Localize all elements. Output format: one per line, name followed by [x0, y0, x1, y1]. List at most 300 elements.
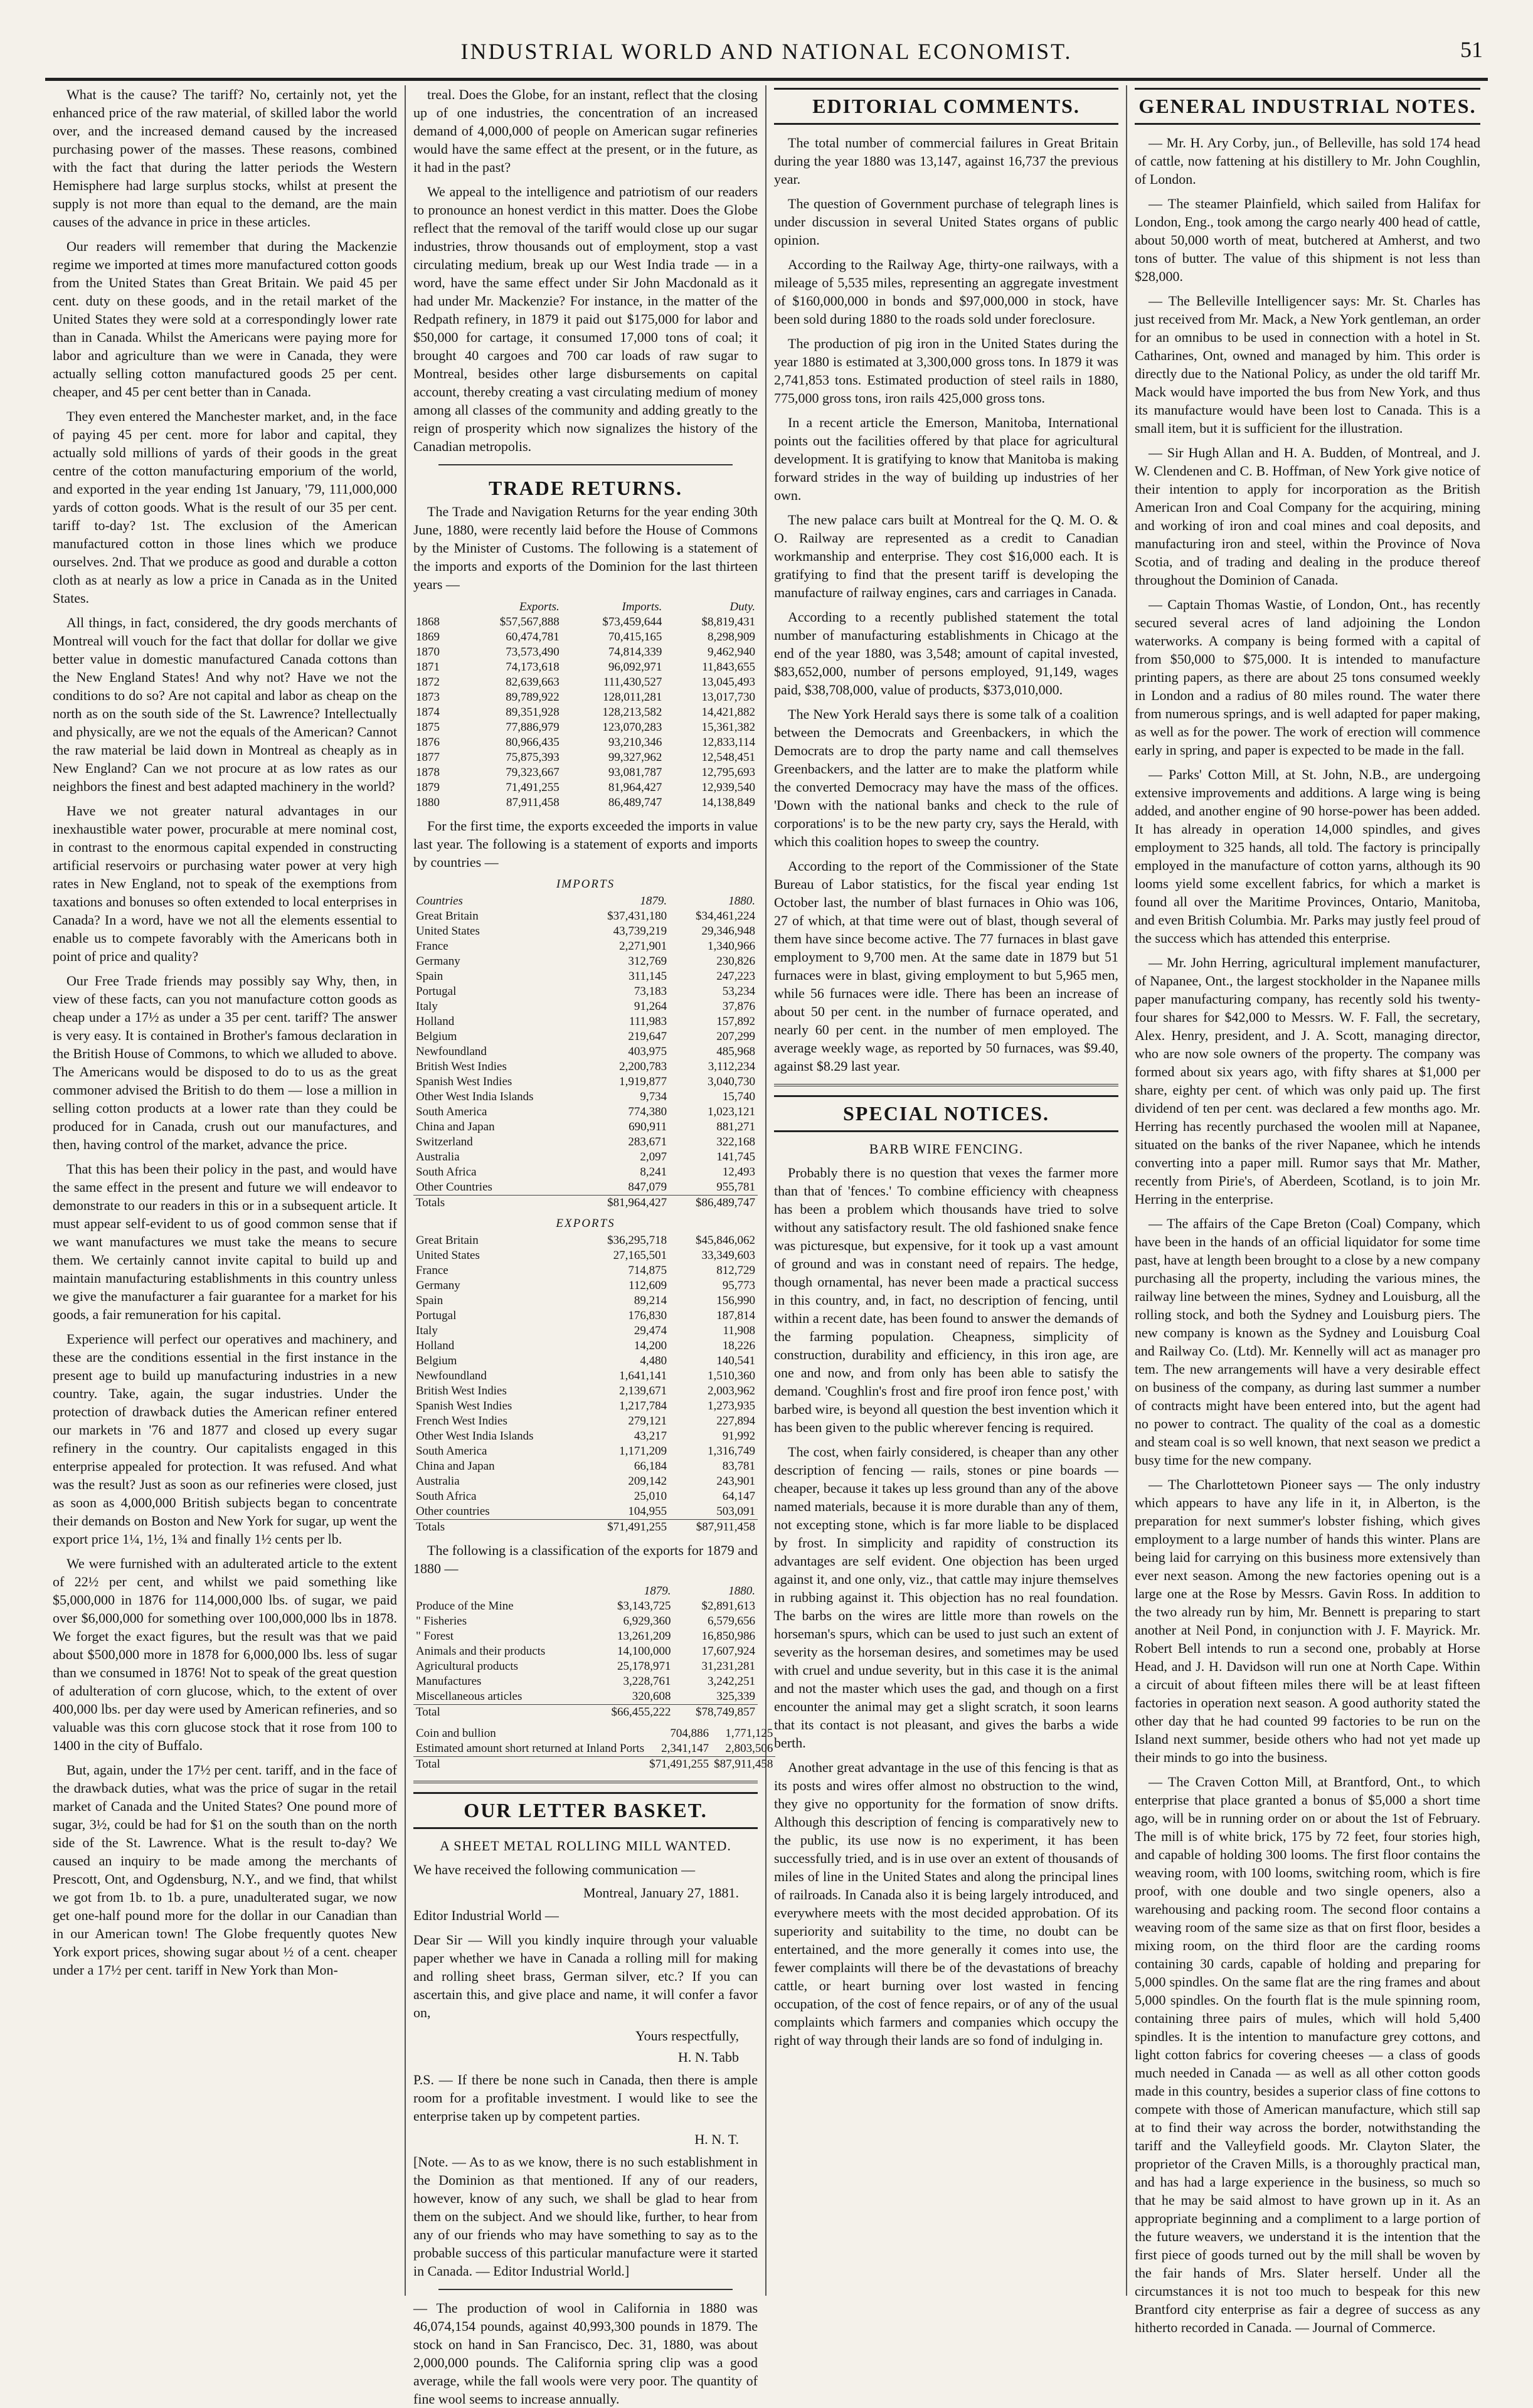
table-cell: 2,097 — [640, 1150, 667, 1164]
table-cell: $8,819,431 — [701, 615, 755, 629]
table-cell: China and Japan — [416, 1120, 495, 1133]
table-cell: 1,316,749 — [708, 1445, 755, 1458]
table-cell: 187,814 — [716, 1309, 755, 1322]
paragraph: In a recent article the Emerson, Manitoba, International points out the facilities offered by that place for agricultural development. It is gratifying to know that Manitoba is making forward strides in the way of building up industries of her own. — [774, 415, 1118, 503]
table-row — [413, 705, 758, 720]
table-cell: 66,184 — [634, 1460, 667, 1473]
imports-caption: IMPORTS — [556, 878, 615, 891]
table-cell: Italy — [416, 1000, 438, 1013]
table-row — [413, 1180, 758, 1196]
exports-table — [413, 1233, 758, 1535]
paragraph: Probably there is no question that vexes the farmer more than that of 'fences.' To combine efficiency with cheapness has been a problem which thousands have tried to solve without any satisfactory result. The old fashioned snake fence was picturesque, but expensive, for it took up a vast amount of ground and was in constant need of repairs. The hedge, though ornamental, has never been made a practical success in this country, and, in fact, no description of fencing, until within a recent date, has been found to answer the demands of the farming population. Cheapness, simplicity of construction, durability and efficiency, in this iron age, are one and now, and from only has been able to satisfy the demand. 'Coughlin's frost and fire proof iron fence post,' with barbed wire, is beyond all question the best invention which it has been given to the public wherever fencing is required. — [774, 1165, 1118, 1435]
table-row — [413, 1059, 758, 1074]
letter-salutation: Editor Industrial World — — [413, 1907, 559, 1923]
table-cell: 714,875 — [628, 1264, 667, 1277]
table-cell: Holland — [416, 1339, 455, 1352]
paragraph: — Sir Hugh Allan and H. A. Budden, of Montreal, and J. W. Clendenen and C. B. Hoffman, of New York give notice of their intention to apply for incorporation as the British American Iron and Coal Company for the acquiring, mining and working of iron and coal mines and coal deposits, and manufacturing iron and steel, within the Province of Nova Scotia, and of trading and dealing in the produce thereof throughout the Dominion of Canada. — [1135, 445, 1480, 588]
table-cell: 77,886,979 — [506, 721, 560, 734]
table-cell: 1868 — [416, 615, 440, 629]
table-row — [413, 999, 758, 1014]
paragraph: That this has been their policy in the past, and would have the same effect in the present and future we will endeavor to demonstrate to our readers in this or in a subsequent article. It must appear self-evident to us of good common sense that if we want manufactures we must take the means to secure them. We certainly cannot invite capital to build up and maintain manufacturing establishments in this country unless we give the manufacturer a fair guarantee for a market for his goods, a fair remuneration for his capital. — [53, 1161, 397, 1322]
table-cell: France — [416, 1264, 448, 1277]
table-cell: Holland — [416, 1015, 455, 1028]
table-row — [413, 1044, 758, 1059]
table-row — [413, 645, 758, 660]
table-cell: 12,939,540 — [701, 781, 755, 794]
paragraph: Experience will perfect our operatives and machinery, and these are the conditions essential in the first instance in the present age to build up manufacturing industries in a new country. Take, again, the sugar industries. Under the protection of drawback duties the American refiner entered our markets in '76 and 1877 and closed up every sugar refinery in the country. Our capitalists engaged in this enterprise appealed for protection. It was refused. And what was the result? Just as soon as our refineries were closed, just as soon as 4,000,000 British subjects began to concentrate their demands on Boston and New York for sugar, up went the export price 1¼, 1½, 1¾ and finally 1½ cents per lb. — [53, 1331, 397, 1547]
table-row — [413, 924, 758, 939]
table-row — [413, 615, 758, 630]
table-cell: Manufactures — [416, 1675, 482, 1688]
table-cell: 219,647 — [628, 1030, 667, 1043]
table-cell: 207,299 — [716, 1030, 755, 1043]
letter-closing: Yours respectfully, — [635, 2028, 739, 2044]
table-row — [413, 1614, 758, 1629]
table-cell: 12,833,114 — [702, 736, 755, 749]
table-cell: Newfoundland — [416, 1045, 487, 1058]
table-cell: 12,493 — [722, 1165, 755, 1179]
paragraph: The total number of commercial failures in Great Britain during the year 1880 was 13,147, against 16,737 the previous year. — [774, 135, 1118, 187]
table-cell: 80,966,435 — [506, 736, 560, 749]
table-cell: 1870 — [416, 645, 440, 659]
table-cell: Totals — [413, 1196, 581, 1211]
table-cell: 209,142 — [628, 1475, 667, 1488]
table-cell: France — [416, 940, 448, 953]
column-1 — [45, 85, 406, 2296]
trade-returns-intro: The Trade and Navigation Returns for the year ending 30th June, 1880, were recently laid before the House of Commons by the Minister of Customs. The following is a statement of the imports and exports of the Dominion for the last thirteen years — — [413, 504, 758, 592]
classification-table — [413, 1584, 758, 1720]
letter-signature: H. N. Tabb — [677, 2049, 739, 2065]
paragraph: treal. Does the Globe, for an instant, reflect that the closing up of one industries, the concentration of an increased demand of 4,000,000 of people on American sugar refineries would have the same effect at the present, or in the future, as it had in the past? — [413, 87, 758, 175]
table-cell: Other West India Islands — [416, 1090, 534, 1103]
table-row — [413, 1308, 758, 1323]
table-row — [413, 1414, 758, 1429]
column-header: Countries — [416, 894, 463, 908]
table-cell: $87,911,458 — [711, 1757, 775, 1773]
table-cell: 243,901 — [716, 1475, 755, 1488]
table-cell: Estimated amount short returned at Inland Ports — [416, 1742, 645, 1755]
table-cell: French West Indies — [416, 1414, 507, 1428]
table-total-row — [413, 1520, 758, 1535]
table-row — [413, 1659, 758, 1674]
table-cell: 18,226 — [722, 1339, 755, 1352]
table-cell: 227,894 — [716, 1414, 755, 1428]
paragraph: What is the cause? The tariff? No, certainly not, yet the enhanced price of the raw material, of skilled labor the world over, and the increased demand caused by the increased purchasing power of the masses. These reasons, combined with the fact that during the latter periods the Western Hemisphere had large surplus stocks, whilst at present the supply is not more than equal to the demand, are the main causes of the advance in price in these articles. — [53, 87, 397, 230]
table-cell: Germany — [416, 1279, 460, 1292]
table-cell: 73,183 — [634, 985, 667, 998]
editorial-comments-heading: EDITORIAL COMMENTS. — [774, 88, 1118, 125]
table-cell: 11,908 — [723, 1324, 755, 1337]
table-cell: 1877 — [416, 751, 440, 764]
divider — [774, 1084, 1118, 1086]
table-cell: 128,011,281 — [603, 691, 662, 704]
table-cell: 1,340,966 — [708, 940, 755, 953]
paragraph: But, again, under the 17½ per cent. tariff, and in the face of the drawback duties, what was the price of sugar in the retail market of Canada and the United States? One pound more of sugar, 3½, could be had for $1 on the south than on the north side of the St. Lawrence. What is the result to-day? We caused an inquiry to be made among the merchants of Prescott, Ont, and Ogdensburg, N.Y., and we find, that whilst we got from 1b. to 1b. a pure, unadulterated sugar, we now get one-half pound more for the dollar in our Canadian than in our American town! The Globe frequently quotes New York export prices, showing sugar about ½ of a cent. cheaper under a 17½ per cent. tariff in New York than Mon- — [53, 1762, 397, 1978]
table-cell: Great Britain — [416, 910, 479, 923]
table-cell: Other West India Islands — [416, 1429, 534, 1443]
table-cell: Australia — [416, 1150, 460, 1164]
table-row — [413, 1504, 758, 1520]
table-cell: Total — [413, 1757, 647, 1773]
table-row — [413, 1323, 758, 1339]
table-row — [413, 1029, 758, 1044]
table-total-row — [413, 1196, 758, 1211]
paragraph: — Parks' Cotton Mill, at St. John, N.B., are undergoing extensive improvements and additions. A large wing is being added, and another engine of 90 horse-power has been added. It has already in operation 14,000 spindles, and gives employment to 325 hands, all told. The factory is principally employed in the manufacture of cotton yarns, although its 90 looms yield some excellent fabrics, for which a market is found all over the Maritime Provinces, Ontario, Manitoba, and even British Columbia. Mr. Parks may justly feel proud of the success which has attended this enterprise. — [1135, 766, 1480, 946]
table-row — [413, 1429, 758, 1444]
table-cell: 141,745 — [716, 1150, 755, 1164]
table-row — [413, 1474, 758, 1489]
table-cell: 73,573,490 — [506, 645, 560, 659]
table-cell: 82,639,663 — [506, 676, 560, 689]
table-cell: 955,781 — [716, 1180, 755, 1194]
table-cell: 15,361,382 — [701, 721, 755, 734]
table-row — [413, 1354, 758, 1369]
table-cell: 325,339 — [716, 1690, 755, 1703]
industrial-notes-body — [1135, 134, 1480, 2336]
table-row — [413, 1741, 775, 1757]
divider — [438, 464, 733, 465]
table-cell: 1871 — [416, 660, 440, 674]
table-row — [413, 1120, 758, 1135]
table-cell: 247,223 — [716, 970, 755, 983]
paragraph: We appeal to the intelligence and patriotism of our readers to pronounce an honest verdict in this matter. Does the Globe reflect that the removal of the tariff would close up our sugar industries, throw thousands out of employment, stop a vast circulating medium, break up our West India trade — in a word, have the same effect under Sir John Macdonald as it had under Mr. Mackenzie? For instance, in the matter of the Redpath refinery, in 1879 it paid out $175,000 for labor and $50,000 for cartage, it consumed 17,000 tons of coal; it brought 40 cargoes and 700 car loads of raw sugar to Montreal, besides other large disbursements on capital account, thereby creating a vast circulating medium of money among all classes of the community and adding greatly to the reign of prosperity which now signalizes the history of the Canadian metropolis. — [413, 184, 758, 454]
classification-note: The following is a classification of the exports for 1879 and 1880 — — [413, 1542, 758, 1576]
table-cell: $2,891,613 — [701, 1599, 755, 1613]
table-header-row — [413, 1584, 758, 1599]
table-cell: South America — [416, 1445, 487, 1458]
table-row — [413, 720, 758, 735]
table-cell: 1876 — [416, 736, 440, 749]
table-cell: 91,264 — [634, 1000, 667, 1013]
table-cell: South Africa — [416, 1490, 477, 1503]
table-cell: 6,579,656 — [708, 1615, 755, 1628]
table-cell: Spanish West Indies — [416, 1399, 512, 1413]
table-cell: 13,017,730 — [701, 691, 755, 704]
table-cell: 81,964,427 — [608, 781, 662, 794]
table-cell: 312,769 — [628, 955, 667, 968]
table-cell: 111,430,527 — [603, 676, 662, 689]
table-cell: 1872 — [416, 676, 440, 689]
table-cell: 25,178,971 — [617, 1660, 671, 1673]
table-cell: Other Countries — [416, 1180, 492, 1194]
paragraph: The production of pig iron in the United States during the year 1880 is estimated at 3,300,000 gross tons. In 1879 it was 2,741,853 tons. Estimated production of steel rails in 1880, 775,000 gross tons, iron rails 425,000 gross tons. — [774, 336, 1118, 406]
table-cell: 31,231,281 — [701, 1660, 755, 1673]
table-cell: 71,491,255 — [506, 781, 560, 794]
table-row — [413, 660, 758, 675]
table-cell: 75,875,393 — [506, 751, 560, 764]
table-cell: 2,803,506 — [725, 1742, 773, 1755]
table-cell: 140,541 — [716, 1354, 755, 1367]
table-cell: Portugal — [416, 1309, 457, 1322]
paragraph: The new palace cars built at Montreal for the Q. M. O. & O. Railway are represented as a credit to Canadian workmanship and enterprise. They cost $16,000 each. It is gratifying to find that the present tariff is developing the manufacture of railway engines, cars and carriages in Canada. — [774, 512, 1118, 600]
table-cell: 2,341,147 — [661, 1742, 709, 1755]
paragraph: They even entered the Manchester market, and, in the face of paying 45 per cent. more for labor and capital, they actually sold millions of yards of their goods in the great centre of the cotton manufacturing emporium of the world, and exported in the year ending 1st January, '79, 111,000,000 yards of cotton goods. What is the result of our 35 per cent. tariff to-day? 1st. The exclusion of the American manufactured cotton in those lines which we produce ourselves. 2nd. That we produce as good and durable a cotton cloth as at nearly as low a price in Canada as in the United States. — [53, 408, 397, 606]
table-cell: 2,200,783 — [619, 1060, 667, 1073]
table-row — [413, 1165, 758, 1180]
table-cell: United States — [416, 1249, 480, 1262]
table-cell: 9,462,940 — [708, 645, 755, 659]
table-cell: 60,474,781 — [506, 630, 560, 644]
table-cell: 1,217,784 — [619, 1399, 667, 1413]
table-cell: 4,480 — [640, 1354, 667, 1367]
running-header — [45, 25, 1488, 81]
table-cell: 17,607,924 — [701, 1645, 755, 1658]
paragraph: Our Free Trade friends may possibly say Why, then, in view of these facts, can you not manufacture cotton goods as cheap under a 17½ as under a 35 per cent. tariff? The answer is very easy. It is contained in Brother's famous declaration in the British House of Commons, to which we alluded to above. The Americans would be disposed to do to us as the great commoner advised the British to do them — lose a million in selling cotton products at a lower rate than they could be produced for in Canada, crush out our manufactures, and then, having control of the market, advance the price. — [53, 973, 397, 1152]
table-cell: $36,295,718 — [607, 1234, 667, 1247]
table-cell: 12,795,693 — [701, 766, 755, 779]
table-row — [413, 1384, 758, 1399]
table-cell: United States — [416, 925, 480, 938]
table-cell: 847,079 — [628, 1180, 667, 1194]
table-cell: South Africa — [416, 1165, 477, 1179]
table-cell: 1,273,935 — [708, 1399, 755, 1413]
column-header: Imports. — [622, 600, 662, 613]
trade-returns-note: For the first time, the exports exceeded the imports in value last year. The following is a statement of exports and imports by countries — — [413, 818, 758, 870]
table-cell: 311,145 — [629, 970, 667, 983]
table-row — [413, 1074, 758, 1090]
letter-initials: H. N. T. — [694, 2131, 739, 2147]
table-row — [413, 1090, 758, 1105]
table-cell: 96,092,971 — [608, 660, 662, 674]
table-cell: 14,138,849 — [701, 796, 755, 809]
table-cell: 99,327,962 — [608, 751, 662, 764]
table-cell: $71,491,255 — [581, 1520, 669, 1535]
paragraph: We were furnished with an adulterated article to the extent of 22½ per cent, and whilst we paid something like $5,000,000 in 1876 for 114,000,000 lbs. of sugar, we paid over $6,000,000 for something over 100,000,000 lbs in 1878. We forget the exact figures, but the result was that we paid about $500,000 more in 1878 for 6,000,000 lbs. less of sugar than we consumed in 1876! Not to speak of the great question of adulteration of corn glucose, which, to the extent of over 400,000 lbs. per day were used by American refineries, and so valuable was this corn glucose stock that it rose from 100 to 1400 in the city of Buffalo. — [53, 1556, 397, 1753]
table-row — [413, 1726, 775, 1741]
table-row — [413, 690, 758, 705]
paragraph: Another great advantage in the use of this fencing is that as its posts and wires offer almost no obstruction to the wind, they give no opportunity for the formation of snow drifts. Although this description of fencing is comparatively new to the public, its use now is no experiment, it has been successfully tried, and is in use over an extent of thousands of miles of line in the United States and along the principal lines of railroads. In Canada also it is being largely introduced, and everywhere meets with the most decided approbation. Of its superiority and suitability to the time, no doubt can be entertained, and the more generally it comes into use, the fewer complaints will there be of the devastations of breachy cattle, or heart burning over lost wasted in fencing occupation, of the cost of fence repairs, or of any of the usual complaints which farmers and companies which occupy the right of way through their lands are so fond of indulging in. — [774, 1759, 1118, 2048]
table-row — [413, 1444, 758, 1459]
table-cell: 29,474 — [634, 1324, 667, 1337]
table-cell: South America — [416, 1105, 487, 1118]
table-cell: $66,455,222 — [589, 1705, 674, 1721]
paragraph: — Captain Thomas Wastie, of London, Ont., has recently secured several acres of land adjoining the London waterworks. A company is being formed with a capital of from $50,000 to $75,000. It is intended to manufacture printing papers, as there are about 25 tons consumed weekly in London and a radius of 80 miles round. The water there from numerous springs, and is well adapted for paper making, as well as for the power. The work of erection will commence early in spring, and paper is expected to be made in the fall. — [1135, 597, 1480, 758]
column-1-body — [53, 85, 397, 1979]
table-row — [413, 675, 758, 690]
table-cell: 1878 — [416, 766, 440, 779]
table-cell: 33,349,603 — [701, 1249, 755, 1262]
table-cell: Miscellaneous articles — [416, 1690, 522, 1703]
paragraph: According to a recently published statement the total number of manufacturing establishments in Chicago at the end of the year 1880, was 3,548; amount of capital invested, $83,652,000, number of persons employed, 91,149, wages paid, $38,708,000, value of products, $373,010,000. — [774, 609, 1118, 697]
divider — [438, 2289, 733, 2290]
table-row — [413, 984, 758, 999]
column-2 — [406, 85, 773, 2407]
exports-caption: EXPORTS — [556, 1217, 615, 1230]
page-number: 51 — [1460, 37, 1483, 62]
table-cell: 29,346,948 — [701, 925, 755, 938]
table-row — [413, 1599, 758, 1614]
table-cell: Other countries — [416, 1505, 490, 1518]
column-header — [413, 600, 459, 615]
paragraph: — The Charlottetown Pioneer says — The only industry which appears to have any life in it, in Alberton, is the preparation for next summer's lobster fishing, which gives employment to a large number of hands this winter. Plans are being laid for carrying on this business more extensively than ever next season. Among the new factories opening out is a large one at the Rose by Messrs. Gavin Ross. In addition to the two already run by him, Mr. Bennett is preparing to start another at Neil Pond, in conjunction with J. F. Mayrick. Mr. Robert Bell intends to run a second one, probably at Horse Head, and J. H. Davidson will run one at North Cape. Within a circuit of about fifteen miles there will be at least fifteen factories in operation next season. A good authority stated the other day that he had counted 99 factories to be run on the Island next summer, beside others who had not yet made up their minds to go into the business. — [1135, 1477, 1480, 1765]
table-cell: 8,241 — [640, 1165, 667, 1179]
table-row — [413, 1105, 758, 1120]
letter-basket-heading: OUR LETTER BASKET. — [413, 1792, 758, 1829]
table-cell: Belgium — [416, 1354, 457, 1367]
paragraph: All things, in fact, considered, the dry goods merchants of Montreal will vouch for the fact that dollar for dollar we give better value in domestic manufactured Canada cottons than the New England States! And why not? Have we not the conditions to do so? Are not capital and labor as cheap on the north as on the south side of the St. Lawrence? Intellectually and physically, are we not the equals of the American? Cannot the raw material be laid down in Montreal as cheaply as in New England? Can we not procure at as low rates as our neighbors the finest and best adapted machinery in the world? — [53, 615, 398, 794]
table-row — [413, 939, 758, 954]
table-cell: Agricultural products — [416, 1660, 519, 1673]
table-cell: $73,459,644 — [602, 615, 662, 629]
paragraph: According to the report of the Commissioner of the State Bureau of Labor statistics, for the fiscal year ending 1st October last, the number of blast furnaces in Ohio was 106, 27 of which, at that time were out of blast, though several of them have since become active. The 77 furnaces in blast gave employment to 9,700 men. At the same date in 1879 but 51 furnaces were in blast, giving employment to but 5,965 men, while 56 furnaces were idle. There has been an increase of about 50 per cent. in the number of furnace operated, and nearly 60 per cent. in the number of men employed. The average weekly wage, as reported by 50 furnaces, was $9.40, against $8.29 last year. — [774, 858, 1118, 1074]
table-cell: 774,380 — [628, 1105, 667, 1118]
table-total-row — [413, 1757, 775, 1773]
letter-subheading: A SHEET METAL ROLLING MILL WANTED. — [440, 1838, 731, 1854]
table-cell: Belgium — [416, 1030, 457, 1043]
table-cell: 37,876 — [722, 1000, 755, 1013]
table-cell: Newfoundland — [416, 1369, 487, 1382]
table-cell: 87,911,458 — [506, 796, 560, 809]
table-cell: Switzerland — [416, 1135, 473, 1148]
table-row — [413, 750, 758, 765]
publication-title: INDUSTRIAL WORLD AND NATIONAL ECONOMIST. — [460, 39, 1073, 64]
table-cell: Spanish West Indies — [416, 1075, 512, 1088]
letter-intro: We have received the following communication — — [413, 1862, 696, 1877]
trade-returns-heading: TRADE RETURNS. — [489, 477, 682, 499]
table-row — [413, 765, 758, 780]
letter-postscript: P.S. — If there be none such in Canada, then there is ample room for a profitable investment. I would like to see the enterprise taken up by competent parties. — [413, 2072, 758, 2124]
table-row — [413, 1644, 758, 1659]
table-cell: Totals — [413, 1520, 581, 1535]
editorial-comments-body — [774, 134, 1118, 1075]
divider — [413, 1781, 758, 1783]
paragraph: — Mr. John Herring, agricultural implement manufacturer, of Napanee, Ont., the largest stockholder in the Napanee mills paper manufacturing company, has recently sold his twenty-four shares for $42,000 to Messrs. W. F. Fall, the secretary, Alex. Henry, president, and J. A. Scott, managing director, who are now sole owners of the property. The company was formed about six years ago, with fifty shares at $1,000 per share, eighty per cent. of which was only paid up. The first dividend of ten per cent. was declared a few months ago. Mr. Herring has recently purchased the woolen mill at Napanee, situated on the banks of the river Napanee, which he intends converting into a paper mill. Rumor says that Mr. Mather, recently from Pirie's, of Aberdeen, Scotland, is to join Mr. Herring in the enterprise. — [1135, 955, 1480, 1207]
table-cell: 86,489,747 — [608, 796, 662, 809]
table-cell: 11,843,655 — [702, 660, 755, 674]
table-row — [413, 1278, 758, 1293]
paragraph: According to the Railway Age, thirty-one railways, with a mileage of 5,535 miles, representing an aggregate investment of $160,000,000 in bonds and $97,000,000 in stock, have been sold during 1880 to the roads sold under foreclosure. — [774, 257, 1118, 327]
table-cell: 8,298,909 — [708, 630, 755, 644]
column-header: 1879. — [640, 894, 667, 908]
table-cell: 3,112,234 — [708, 1060, 755, 1073]
table-cell: Total — [413, 1705, 589, 1721]
table-cell: $37,431,180 — [607, 910, 667, 923]
table-cell: 104,955 — [628, 1505, 667, 1518]
table-cell: 2,139,671 — [619, 1384, 667, 1398]
paragraph: Have we not greater natural advantages in our inexhaustible water power, procurable at mere nominal cost, in contrast to the enormous capital expended in constructing artificial reservoirs or purchasing water power at very high rates in New England, not to speak of the exemptions from taxations and bonuses so often extended to local enterprises in Canada? In a word, have we not all the elements essential to enable us to compete favorably with the Americans both in point of price and quality? — [53, 803, 397, 964]
table-row — [413, 1339, 758, 1354]
table-cell: 14,200 — [634, 1339, 667, 1352]
table-cell: 1,771,125 — [725, 1727, 773, 1740]
table-cell: 16,850,986 — [701, 1630, 755, 1643]
table-cell: $57,567,888 — [499, 615, 560, 629]
table-cell: Produce of the Mine — [416, 1599, 514, 1613]
table-cell: 3,242,251 — [708, 1675, 755, 1688]
industrial-notes-heading: GENERAL INDUSTRIAL NOTES. — [1135, 88, 1480, 125]
table-cell: 89,789,922 — [506, 691, 560, 704]
table-cell: Italy — [416, 1324, 438, 1337]
table-cell: Australia — [416, 1475, 460, 1488]
table-cell: 43,739,219 — [613, 925, 667, 938]
table-cell: 320,608 — [632, 1690, 671, 1703]
letter-dateline: Montreal, January 27, 1881. — [583, 1885, 739, 1901]
table-cell: $78,749,857 — [673, 1705, 758, 1721]
table-cell: " Fisheries — [416, 1615, 467, 1628]
editor-note: [Note. — As to as we know, there is no such establishment in the Dominion as that mentioned. If any of our readers, however, know of any such, we shall be glad to hear from them on the subject. And we should like, further, to hear from any of our friends who may have something to say as to the probable success of this particular manufacture were it started in Canada. — Editor Industrial World.] — [413, 2154, 758, 2279]
table-cell: 93,081,787 — [608, 766, 662, 779]
table-cell: 9,734 — [640, 1090, 667, 1103]
table-cell: 13,045,493 — [701, 676, 755, 689]
table-cell: 123,070,283 — [602, 721, 662, 734]
table-total-row — [413, 1705, 758, 1721]
table-cell: 95,773 — [722, 1279, 755, 1292]
table-cell: 1874 — [416, 706, 440, 719]
table-cell: $87,911,458 — [669, 1520, 758, 1535]
table-cell: 3,228,761 — [623, 1675, 671, 1688]
table-row — [413, 1293, 758, 1308]
table-cell: 176,830 — [628, 1309, 667, 1322]
table-cell: 1,171,209 — [619, 1445, 667, 1458]
table-cell: Spain — [416, 1294, 443, 1307]
table-cell: Germany — [416, 955, 460, 968]
classification-extra-table — [413, 1726, 775, 1772]
table-cell: 704,886 — [670, 1727, 709, 1740]
table-cell: $86,489,747 — [669, 1196, 758, 1211]
table-cell: 1879 — [416, 781, 440, 794]
table-row — [413, 1459, 758, 1474]
table-cell: 43,217 — [634, 1429, 667, 1443]
table-cell: 74,173,618 — [506, 660, 560, 674]
table-cell: $71,491,255 — [647, 1757, 711, 1773]
table-cell: 812,729 — [716, 1264, 755, 1277]
table-cell: " Forest — [416, 1630, 454, 1643]
table-cell: 157,892 — [716, 1015, 755, 1028]
table-cell: Portugal — [416, 985, 457, 998]
paragraph: — Mr. H. Ary Corby, jun., of Belleville, has sold 174 head of cattle, now fattening at his distillery to Mr. John Coughlin, of London. — [1135, 135, 1480, 187]
column-header: 1880. — [728, 1584, 755, 1598]
table-cell: 111,983 — [629, 1015, 667, 1028]
table-cell: 283,671 — [628, 1135, 667, 1148]
column-2-body — [413, 85, 758, 455]
table-row — [413, 1263, 758, 1278]
imports-table — [413, 894, 758, 1211]
column-header: Duty. — [729, 600, 755, 613]
table-row — [413, 630, 758, 645]
table-cell: 93,210,346 — [608, 736, 662, 749]
table-row — [413, 1135, 758, 1150]
table-cell: 89,214 — [634, 1294, 667, 1307]
table-cell: 1,023,121 — [708, 1105, 755, 1118]
table-cell: 1869 — [416, 630, 440, 644]
table-row — [413, 954, 758, 969]
table-cell: 112,609 — [629, 1279, 667, 1292]
table-row — [413, 1233, 758, 1248]
paragraph: — The Craven Cotton Mill, at Brantford, Ont., to which enterprise that place granted a bonus of $5,000 a short time ago, will be in running order on or about the 1st of February. The mill is of white brick, 175 by 72 feet, four stories high, and capable of holding 300 looms. The first floor contains the weaving room, with 100 looms, switching room, which is fire proof, with one double and two single openers, also a warehousing and packing room. The second floor contains a weaving room of the same size as that on first floor, besides a mixing room, on the third floor are the carding rooms containing 30 cards, capable of holding and preparing for 5,000 spindles. On the same flat are the ring frames and about 5,000 spindles. On the fourth flat is the mule spinning room, containing three pairs of mules, which will hold 5,400 spindles. It is the intention to manufacture grey cottons, and light cotton fabrics for covering cheeses — a class of goods much needed in Canada — as well as all other cotton goods made in this country, besides a superior class of fine cottons to compete with those of American manufacture, which still sap at to find their way across the border, notwithstanding the tariff and the Valleyfield goods. Mr. Clayton Slater, the proprietor of the Craven Mills, is a thoroughly practical man, and has had a large experience in the business, so much so that he may be said almost to have grown up in it. As an appropriate beginning and a compliment to a large portion of the future weavers, we understand it is the intention that the first piece of goods turned out by the mill shall be woven by the fair hands of Mrs. Slater herself. Under all the circumstances it is not too much to bespeak for this new Brantford city enterprise as fair a degree of success as any hitherto recorded in Canada. — Journal of Commerce. — [1135, 1774, 1480, 2335]
letter-body: Dear Sir — Will you kindly inquire through your valuable paper whether we have in Canada a rolling mill for making and rolling sheet brass, German silver, etc.? If you can ascertain this, and give place and name, it will confer a favor on, — [413, 1932, 758, 2020]
table-cell: 14,100,000 — [617, 1645, 671, 1658]
table-cell: 503,091 — [716, 1505, 755, 1518]
table-cell: 2,003,962 — [708, 1384, 755, 1398]
trade-years-table — [413, 600, 758, 810]
newspaper-page — [45, 25, 1488, 2407]
table-row — [413, 1689, 758, 1705]
table-row — [413, 1369, 758, 1384]
table-cell: British West Indies — [416, 1060, 507, 1073]
table-cell: 13,261,209 — [617, 1630, 671, 1643]
table-cell: 15,740 — [722, 1090, 755, 1103]
letter — [413, 1860, 758, 2408]
table-cell: 485,968 — [716, 1045, 755, 1058]
column-3 — [767, 85, 1127, 2296]
table-cell: 3,040,730 — [708, 1075, 755, 1088]
paragraph: — The Belleville Intelligencer says: Mr. St. Charles has just received from Mr. Mack, a New York gentleman, an order for an omnibus to be used in connection with a hotel in St. Catharines, Ont, owned and managed by him. This order is directly due to the National Policy, as under the old tariff Mr. Mack would have imported the bus from New York, and thus its manufacture would have been lost to Canada. This is a small item, but it is sufficient for the illustration. — [1135, 293, 1480, 436]
table-row — [413, 780, 758, 795]
table-cell: $34,461,224 — [696, 910, 755, 923]
table-cell: 279,121 — [628, 1414, 667, 1428]
table-cell: 14,421,882 — [701, 706, 755, 719]
paragraph: — The steamer Plainfield, which sailed from Halifax for London, Eng., took among the cargo nearly 400 head of cattle, about 50,000 worth of meat, butchered at Amherst, and two tons of butter. The value of this shipment is not less than $28,000. — [1135, 196, 1480, 284]
table-cell: Spain — [416, 970, 443, 983]
